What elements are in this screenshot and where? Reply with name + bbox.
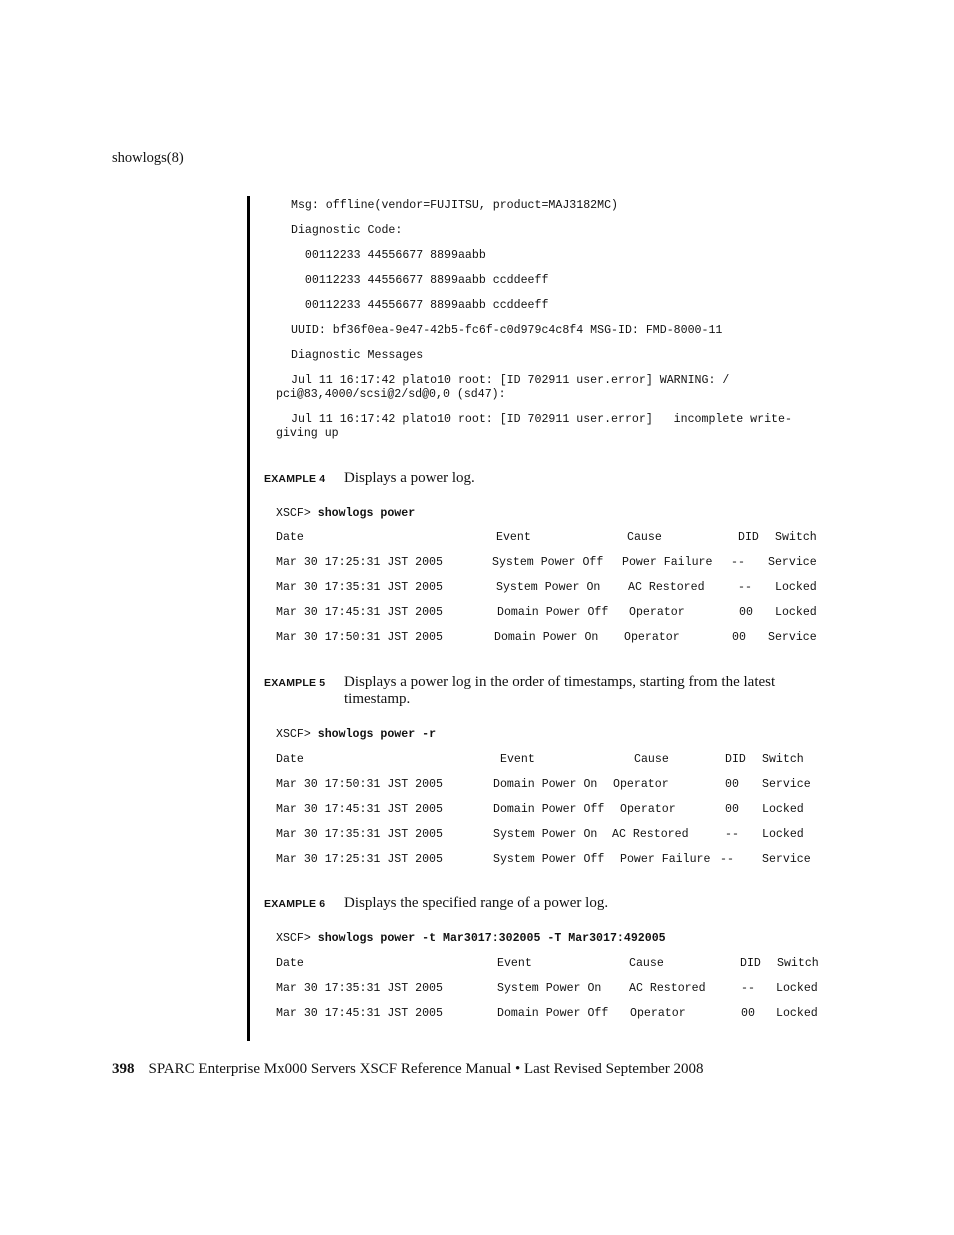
example-label: EXAMPLE 5 <box>264 677 326 689</box>
table-cell: Mar 30 17:45:31 JST 2005 <box>276 606 443 619</box>
table-header-did: DID <box>725 753 746 766</box>
table-cell: Locked <box>775 606 817 619</box>
prompt: XSCF> <box>276 728 311 741</box>
table-cell: Mar 30 17:45:31 JST 2005 <box>276 803 443 816</box>
table-cell: Mar 30 17:25:31 JST 2005 <box>276 556 443 569</box>
table-cell: Locked <box>776 982 818 995</box>
table-cell: AC Restored <box>629 982 706 995</box>
table-header-event: Event <box>497 957 532 970</box>
table-cell: Locked <box>762 803 804 816</box>
command: showlogs power -t Mar3017:302005 -T Mar3017:492005 <box>317 932 666 945</box>
code-line: pci@83,4000/scsi@2/sd@0,0 (sd47): <box>276 388 506 401</box>
code-line: UUID: bf36f0ea-9e47-42b5-fc6f-c0d979c4c8f4 MSG-ID: FMD-8000-11 <box>291 324 723 337</box>
table-cell: Service <box>768 631 817 644</box>
table-cell: -- <box>731 556 745 569</box>
example-description: Displays a power log. <box>344 470 475 486</box>
prompt: XSCF> <box>276 507 311 520</box>
table-header-cause: Cause <box>627 531 662 544</box>
command-line <box>276 728 436 741</box>
code-line: 00112233 44556677 8899aabb ccddeeff <box>291 274 549 287</box>
table-header-date: Date <box>276 531 304 544</box>
table-cell: Operator <box>629 606 685 619</box>
example-label: EXAMPLE 4 <box>264 473 326 485</box>
table-cell: Domain Power On <box>494 631 599 644</box>
table-cell: Service <box>768 556 817 569</box>
table-header-switch: Switch <box>775 531 817 544</box>
table-cell: Operator <box>624 631 680 644</box>
table-cell: -- <box>720 853 734 866</box>
table-cell: Operator <box>630 1007 686 1020</box>
table-cell: -- <box>725 828 739 841</box>
table-cell: 00 <box>725 778 739 791</box>
table-cell: -- <box>741 982 755 995</box>
command: showlogs power <box>317 507 416 520</box>
table-cell: Domain Power Off <box>493 803 605 816</box>
table-cell: 00 <box>725 803 739 816</box>
table-cell: Operator <box>613 778 669 791</box>
table-cell: Mar 30 17:35:31 JST 2005 <box>276 982 443 995</box>
example-label: EXAMPLE 6 <box>264 898 326 910</box>
code-line: Diagnostic Messages <box>291 349 424 362</box>
table-header-switch: Switch <box>777 957 819 970</box>
table-header-did: DID <box>740 957 761 970</box>
command: showlogs power -r <box>317 728 437 741</box>
table-header-date: Date <box>276 753 304 766</box>
code-line: giving up <box>276 427 339 440</box>
table-cell: 00 <box>741 1007 755 1020</box>
page-number: 398 <box>112 1061 135 1077</box>
table-cell: AC Restored <box>612 828 689 841</box>
table-cell: Locked <box>762 828 804 841</box>
table-header-did: DID <box>738 531 759 544</box>
command-line <box>276 507 415 520</box>
table-cell: System Power On <box>496 581 601 594</box>
table-cell: Domain Power On <box>493 778 598 791</box>
example-description: Displays the specified range of a power log. <box>344 895 609 911</box>
table-cell: Power Failure <box>622 556 713 569</box>
table-cell: Locked <box>775 581 817 594</box>
table-cell: System Power Off <box>493 853 605 866</box>
table-cell: Operator <box>620 803 676 816</box>
table-cell: Power Failure <box>620 853 711 866</box>
command-line <box>276 932 666 945</box>
table-cell: 00 <box>739 606 753 619</box>
table-header-event: Event <box>496 531 531 544</box>
table-cell: Service <box>762 853 811 866</box>
table-cell: System Power On <box>493 828 598 841</box>
table-cell: AC Restored <box>628 581 705 594</box>
table-cell: Mar 30 17:45:31 JST 2005 <box>276 1007 443 1020</box>
example-description-line: Displays a power log in the order of timestamps, starting from the latest <box>344 674 776 690</box>
table-cell: System Power Off <box>492 556 604 569</box>
table-header-cause: Cause <box>634 753 669 766</box>
example-description-line: timestamp. <box>344 691 411 707</box>
code-line: Jul 11 16:17:42 plato10 root: [ID 702911 user.error] incomplete write- <box>291 413 792 426</box>
table-cell: Service <box>762 778 811 791</box>
table-header-event: Event <box>500 753 535 766</box>
table-cell: -- <box>738 581 752 594</box>
table-cell: Mar 30 17:50:31 JST 2005 <box>276 631 443 644</box>
code-line: Jul 11 16:17:42 plato10 root: [ID 702911 user.error] WARNING: / <box>291 374 730 387</box>
prompt: XSCF> <box>276 932 311 945</box>
code-line: Msg: offline(vendor=FUJITSU, product=MAJ3182MC) <box>291 199 618 212</box>
table-cell: Domain Power Off <box>497 1007 609 1020</box>
code-line: 00112233 44556677 8899aabb <box>291 249 486 262</box>
table-header-date: Date <box>276 957 304 970</box>
table-cell: Mar 30 17:35:31 JST 2005 <box>276 581 443 594</box>
table-header-cause: Cause <box>629 957 664 970</box>
table-cell: Mar 30 17:35:31 JST 2005 <box>276 828 443 841</box>
running-header: showlogs(8) <box>112 150 184 166</box>
table-cell: System Power On <box>497 982 602 995</box>
table-cell: 00 <box>732 631 746 644</box>
footer-text: SPARC Enterprise Mx000 Servers XSCF Reference Manual • Last Revised September 2008 <box>148 1061 704 1077</box>
table-cell: Mar 30 17:50:31 JST 2005 <box>276 778 443 791</box>
code-line: Diagnostic Code: <box>291 224 403 237</box>
code-line: 00112233 44556677 8899aabb ccddeeff <box>291 299 549 312</box>
change-bar <box>247 196 250 1041</box>
table-cell: Mar 30 17:25:31 JST 2005 <box>276 853 443 866</box>
table-header-switch: Switch <box>762 753 804 766</box>
table-cell: Domain Power Off <box>497 606 609 619</box>
table-cell: Locked <box>776 1007 818 1020</box>
page-footer <box>112 1061 704 1078</box>
